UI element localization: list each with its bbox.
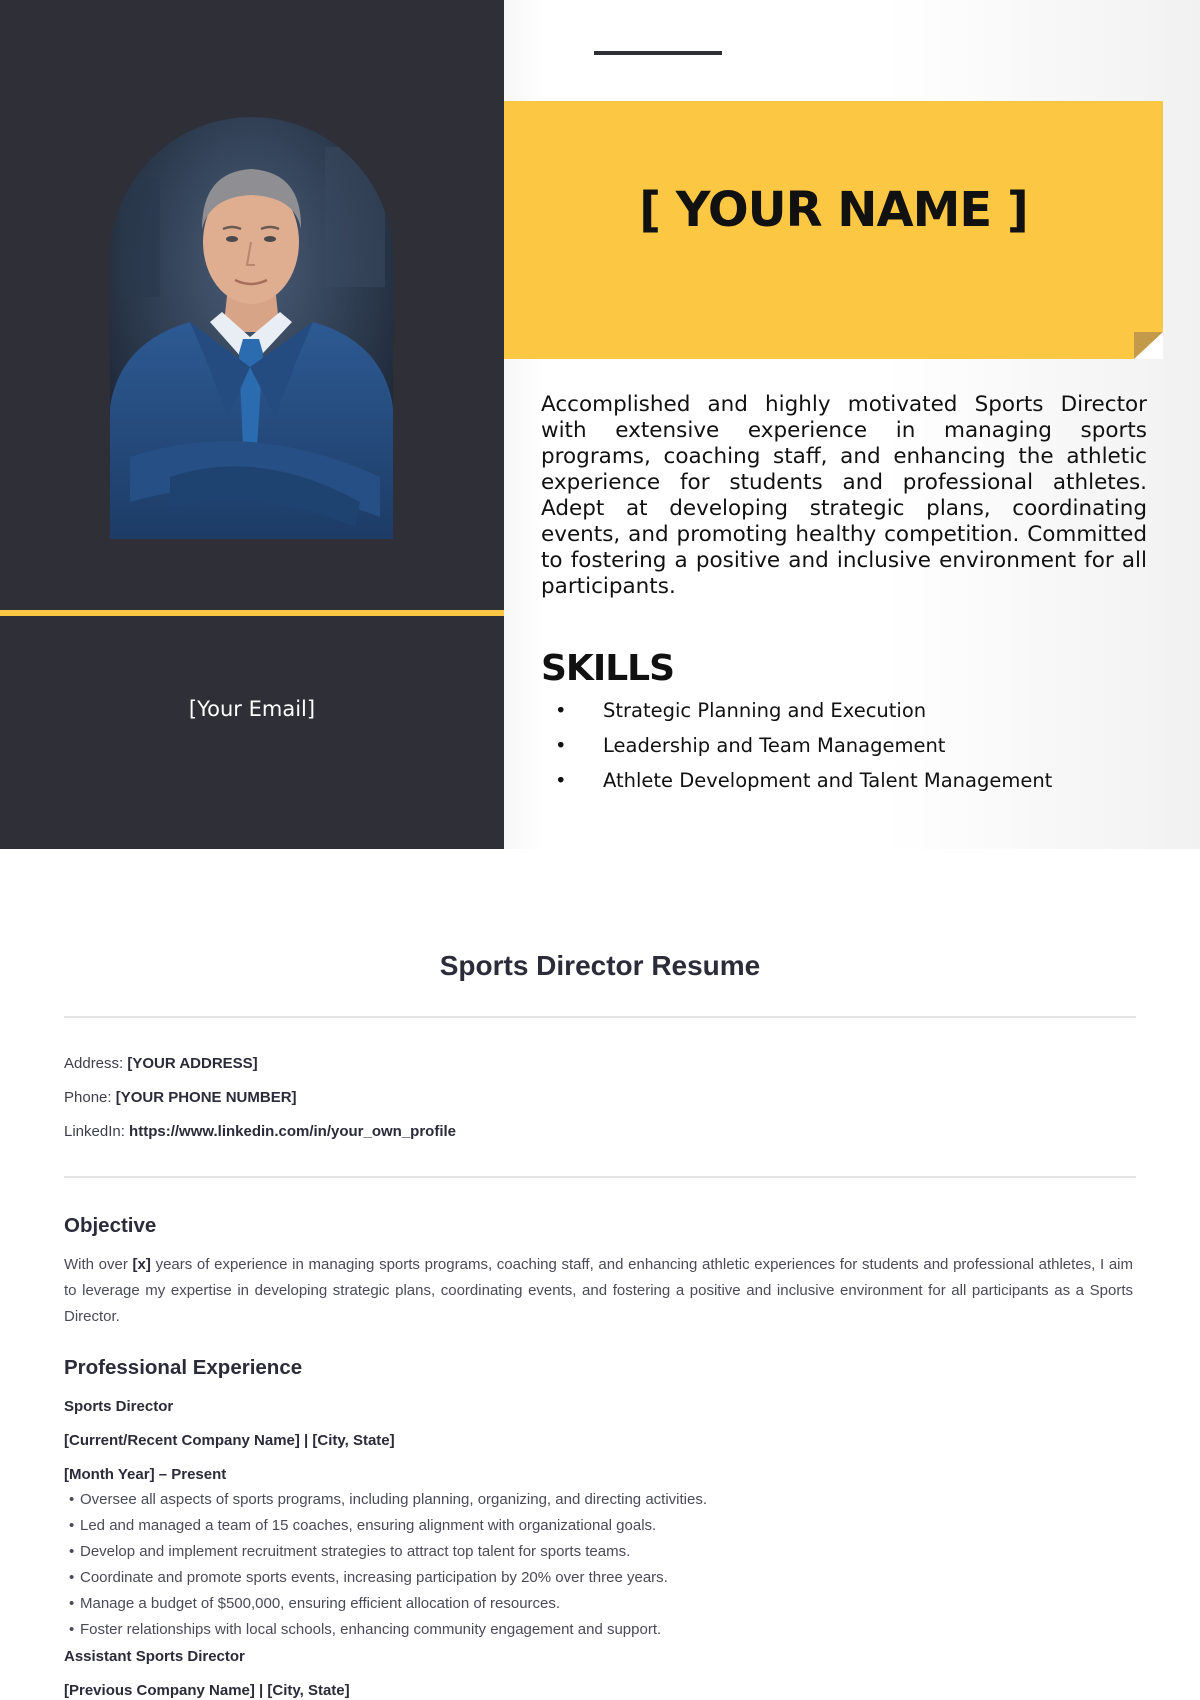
- folded-corner-icon: [1134, 332, 1163, 359]
- skill-item: • Athlete Development and Talent Management: [555, 769, 1053, 792]
- list-item: • Develop and implement recruitment strategies to attract top talent for sports teams.: [64, 1539, 707, 1565]
- job-bullets: [64, 1487, 707, 1643]
- list-item: • Oversee all aspects of sports programs, including planning, organizing, and directing activities.: [64, 1487, 707, 1513]
- bullet-icon: •: [555, 734, 567, 757]
- skills-heading: SKILLS: [541, 648, 675, 689]
- divider: [64, 1016, 1136, 1018]
- bullet-icon: •: [555, 699, 567, 722]
- portrait-illustration: [110, 117, 393, 539]
- decorative-bar: [594, 51, 722, 55]
- job-title: Assistant Sports Director: [64, 1648, 245, 1665]
- profile-photo: [110, 117, 393, 539]
- experience-heading: Professional Experience: [64, 1356, 303, 1379]
- contact-address: Address: [YOUR ADDRESS]: [64, 1055, 258, 1072]
- objective-paragraph: With over [x] years of experience in managing sports programs, coaching staff, and enhancing athletic experiences for students and professional athletes, I aim to leverage my expertise in developing strategic plans, coordinating events, and fostering a positive and inclusive environment for all participants as a Sports Director.: [64, 1256, 1134, 1325]
- resume-banner: [0, 0, 1200, 849]
- resume-title: Sports Director Resume: [439, 950, 761, 981]
- list-item: • Coordinate and promote sports events, increasing participation by 20% over three years.: [64, 1565, 707, 1591]
- contact-linkedin: LinkedIn: https://www.linkedin.com/in/your_own_profile: [64, 1123, 457, 1140]
- linkedin-link[interactable]: https://www.linkedin.com/in/your_own_profile: [129, 1123, 457, 1140]
- job-company: [Previous Company Name] | [City, State]: [64, 1682, 350, 1699]
- job-dates: [Month Year] – Present: [64, 1466, 227, 1483]
- objective-heading: Objective: [64, 1214, 157, 1237]
- job-title: Sports Director: [64, 1398, 174, 1415]
- accent-divider: [0, 610, 504, 616]
- name-heading: [ YOUR NAME ]: [639, 182, 1028, 238]
- skill-item: • Strategic Planning and Execution: [555, 699, 927, 722]
- skills-list: [541, 698, 1052, 803]
- list-item: • Led and managed a team of 15 coaches, ensuring alignment with organizational goals.: [64, 1513, 707, 1539]
- bullet-icon: •: [555, 769, 567, 792]
- list-item: • Manage a budget of $500,000, ensuring efficient allocation of resources.: [64, 1591, 707, 1617]
- divider: [64, 1176, 1136, 1178]
- contact-phone: Phone: [YOUR PHONE NUMBER]: [64, 1089, 297, 1106]
- skill-item: • Leadership and Team Management: [555, 734, 946, 757]
- list-item: • Foster relationships with local schools, enhancing community engagement and support.: [64, 1617, 707, 1643]
- summary-paragraph: Accomplished and highly motivated Sports Director with extensive experience in managing sports programs, coaching staff, and enhancing the athletic experience for students and professional athletes. Adept at developing strategic plans, coordinating events, and promoting healthy competition. Committed to fostering a positive and inclusive environment for all participants.: [541, 392, 1147, 599]
- job-company: [Current/Recent Company Name] | [City, State]: [64, 1432, 395, 1449]
- email-placeholder: [Your Email]: [188, 697, 316, 721]
